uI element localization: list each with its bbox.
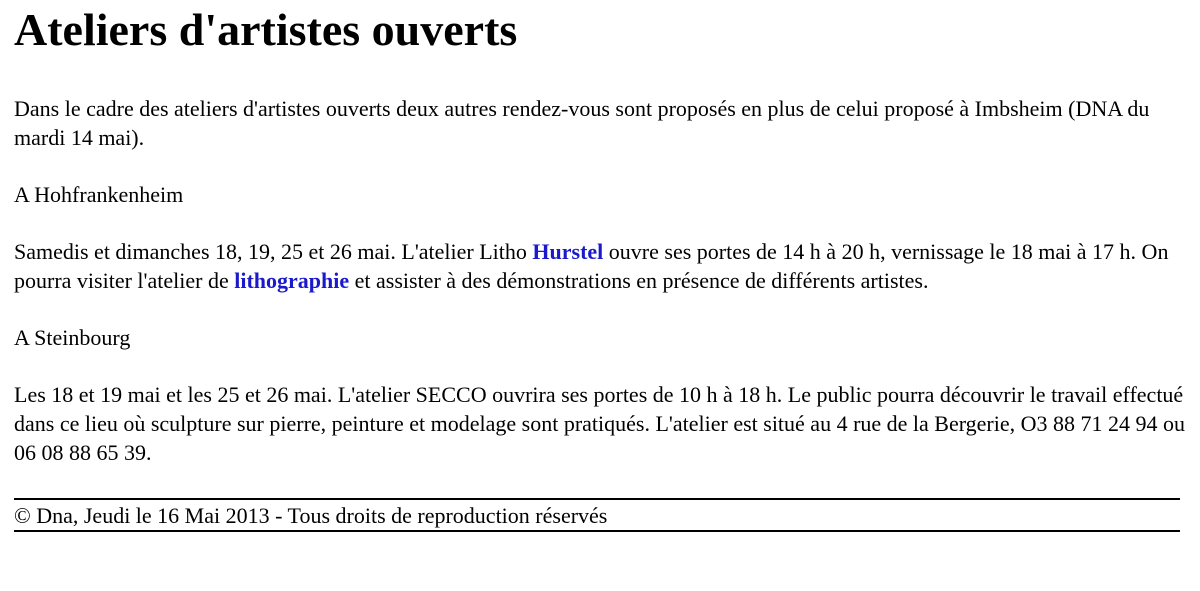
copyright-footer: © Dna, Jeudi le 16 Mai 2013 - Tous droits de reproduction réservés (14, 498, 1180, 532)
article-title: Ateliers d'artistes ouverts (14, 4, 518, 55)
section-text-steinbourg: Les 18 et 19 mai et les 25 et 26 mai. L'atelier SECCO ouvrira ses portes de 10 h à 18 h. Le public pourra découvrir le travail effectué dans ce lieu où sculpture sur pierre, peinture et modelage sont pratiqués. L'atelier est situé au 4 rue de la Bergerie, O3 88 71 24 94 ou 06 08 88 65 39. (14, 382, 1186, 466)
lithographie-link[interactable]: lithographie (234, 268, 350, 294)
article-intro: Dans le cadre des ateliers d'artistes ouverts deux autres rendez-vous sont proposés en plus de celui proposé à Imbsheim (DNA du mardi 14 mai). (14, 96, 1150, 151)
section-heading-steinbourg: A Steinbourg (14, 325, 131, 351)
hurstel-link[interactable]: Hurstel (532, 239, 604, 265)
section-text-part: et assister à des démonstrations en présence de différents artistes. (349, 268, 929, 294)
section-text-hohfrankenheim (14, 237, 1186, 295)
section-text-part: Samedis et dimanches 18, 19, 25 et 26 mai. L'atelier Litho (14, 239, 533, 265)
section-text-part: ouvre ses portes de 14 h à 20 h, vernissage le 18 mai à 17 h. On pourra visiter l'atelier de (14, 239, 1169, 294)
section-heading-hohfrankenheim: A Hohfrankenheim (14, 182, 184, 208)
